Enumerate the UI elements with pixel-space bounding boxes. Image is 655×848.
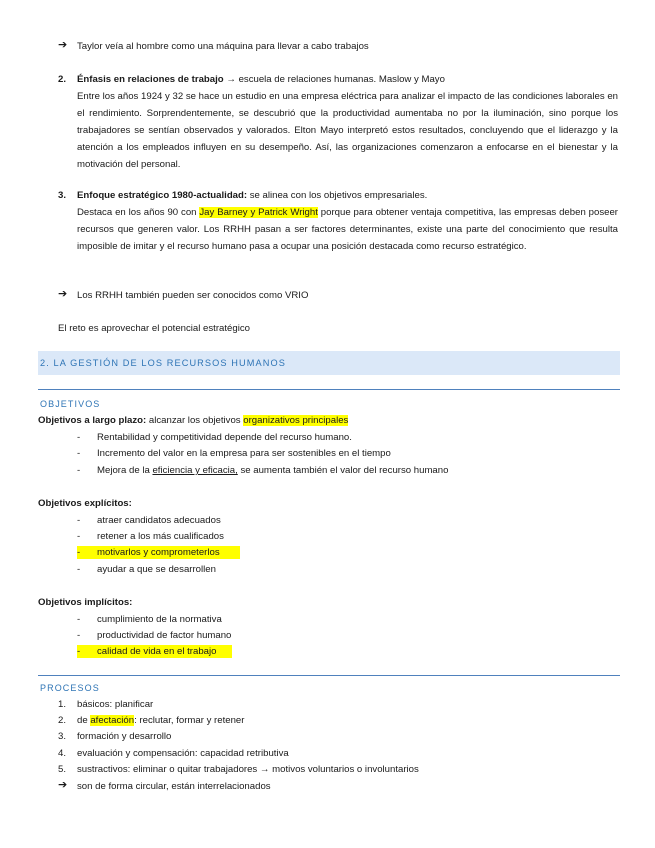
dash-bullet: - [77, 547, 81, 558]
section-title: 2. LA GESTIÓN DE LOS RECURSOS HUMANOS [40, 358, 286, 368]
item2-heading: Énfasis en relaciones de trabajo → escuela de relaciones humanas. Maslow y Mayo [77, 74, 445, 85]
list-item: ayudar a que se desarrollen [97, 564, 216, 575]
arrow-right-icon: ➔ [58, 39, 68, 51]
item2-body: Entre los años 1924 y 32 se hace un estudio en una empresa eléctrica para analizar el impacto de las condiciones laborales en el rendimiento. Sorprendentemente, se descubrió que la productividad aumentaba no por la iluminación, sino porque los trabajadores se sentían observados y valorados. Elton Mayo interpretó estos resultados, concluyendo que el liderazgo y la atención a los empleados influyen en su desempeño. Así, las organizaciones comenzaron a enfocarse en el bienestar y la motivación del personal. [77, 91, 618, 170]
item-number: 3. [58, 190, 67, 201]
list-item: Incremento del valor en la empresa para ser sostenibles en el tiempo [97, 448, 391, 459]
dash-bullet: - [77, 646, 81, 657]
process-item: sustractivos: eliminar o quitar trabajadores → motivos voluntarios o involuntarios [77, 764, 419, 775]
dash-bullet: - [77, 614, 81, 625]
item-number: 2. [58, 74, 67, 85]
dash-bullet: - [77, 531, 81, 542]
item3-heading: Enfoque estratégico 1980-actualidad: se alinea con los objetivos empresariales. [77, 190, 428, 201]
vrio-text: Los RRHH también pueden ser conocidos como VRIO [77, 290, 309, 301]
process-number: 5. [58, 764, 67, 775]
process-item: de afectación: reclutar, formar y retener [77, 715, 245, 726]
list-item: cumplimiento de la normativa [97, 614, 222, 625]
process-item: formación y desarrollo [77, 731, 172, 742]
dash-bullet: - [77, 630, 81, 641]
list-item: Mejora de la eficiencia y eficacia, se aumenta también el valor del recurso humano [97, 465, 449, 476]
dash-bullet: - [77, 432, 81, 443]
implicitos-label: Objetivos implícitos: [38, 597, 133, 608]
explicitos-label: Objetivos explícitos: [38, 498, 132, 509]
list-item: Rentabilidad y competitividad depende del recurso humano. [97, 432, 352, 443]
largo-plazo-line: Objetivos a largo plazo: alcanzar los objetivos organizativos principales [38, 415, 349, 426]
arrow-right-icon: ➔ [58, 779, 68, 791]
dash-bullet: - [77, 448, 81, 459]
list-item: retener a los más cualificados [97, 531, 224, 542]
list-item: motivarlos y comprometerlos [97, 547, 220, 558]
process-item: evaluación y compensación: capacidad retributiva [77, 748, 289, 759]
taylor-text: Taylor veía al hombre como una máquina para llevar a cabo trabajos [77, 41, 369, 52]
list-item: calidad de vida en el trabajo [97, 646, 217, 657]
process-final: son de forma circular, están interrelacionados [77, 781, 271, 792]
list-item: productividad de factor humano [97, 630, 232, 641]
section-rule [38, 675, 620, 676]
process-item: básicos: planificar [77, 699, 154, 710]
objetivos-heading: OBJETIVOS [40, 399, 101, 409]
process-number: 1. [58, 699, 67, 710]
procesos-heading: PROCESOS [40, 683, 100, 693]
dash-bullet: - [77, 564, 81, 575]
list-item: atraer candidatos adecuados [97, 515, 221, 526]
section-rule [38, 389, 620, 390]
dash-bullet: - [77, 515, 81, 526]
process-number: 3. [58, 731, 67, 742]
process-number: 2. [58, 715, 67, 726]
reto-text: El reto es aprovechar el potencial estratégico [58, 323, 250, 334]
process-number: 4. [58, 748, 67, 759]
arrow-right-icon: ➔ [58, 288, 68, 300]
item3-body: Destaca en los años 90 con Jay Barney y Patrick Wright porque para obtener ventaja competitiva, las empresas deben poseer recursos que generen valor. Los RRHH pasan a ser factores determinantes, existe una parte del conocimiento que resulta imposible de imitar y el recurso humano pasa a ocupar una posición destacada como recurso estratégico. [77, 207, 618, 252]
dash-bullet: - [77, 465, 81, 476]
